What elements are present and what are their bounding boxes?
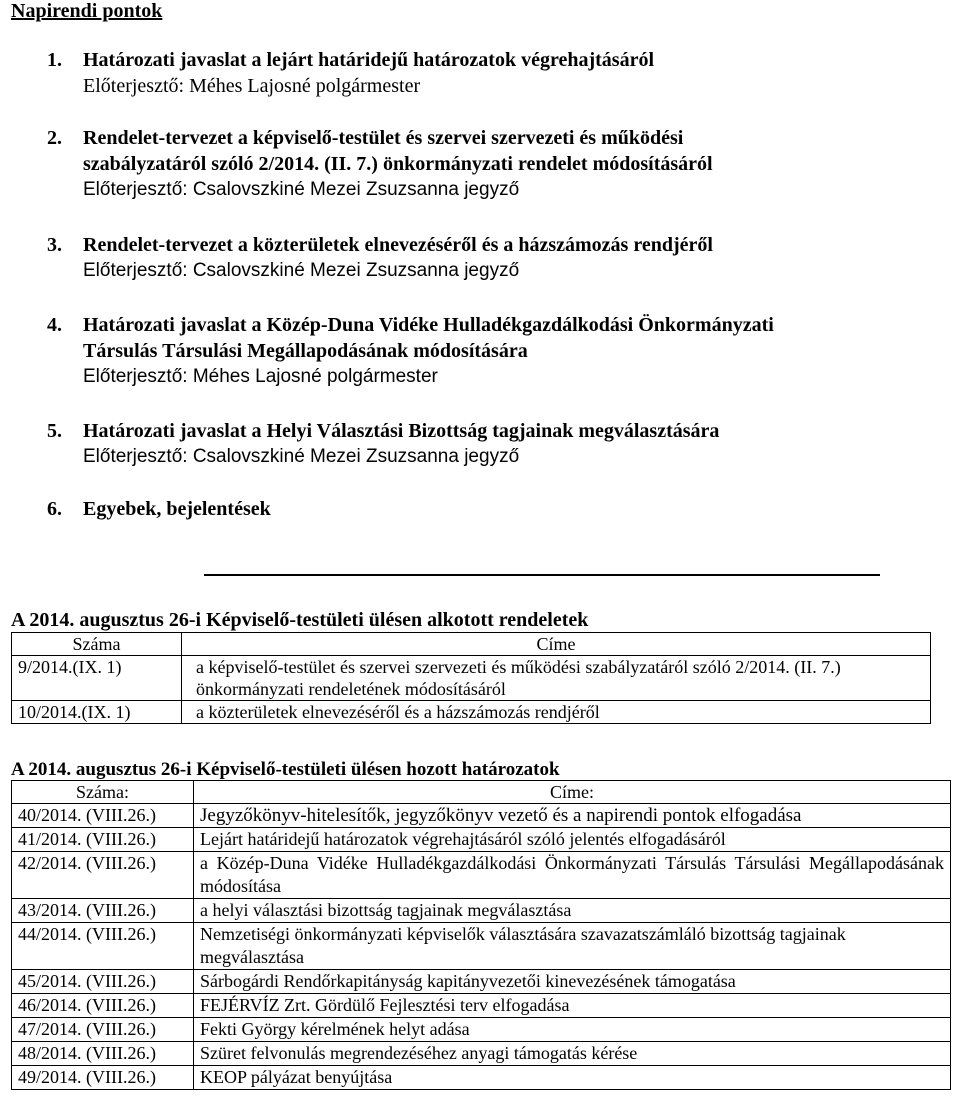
- agenda-item-title: Rendelet-tervezet a képviselő-testület és szervei szervezeti és működési: [83, 127, 684, 149]
- agenda-item-number: 2.: [47, 127, 62, 149]
- table-row: [12, 1066, 951, 1090]
- resolution-number: 42/2014. (VIII.26.): [12, 852, 194, 899]
- table-row: [12, 1018, 951, 1042]
- agenda-item-presenter: Előterjesztő: Csalovszkiné Mezei Zsuzsanna jegyző: [83, 179, 520, 200]
- agenda-item-number: 4.: [47, 314, 62, 336]
- table-row: [12, 701, 931, 724]
- decree-title: a képviselő-testület és szervei szervezeti és működési szabályzatáról szóló 2/2014. (II. 7.) önkormányzati rendeletének módosításáról: [182, 656, 931, 701]
- resolution-number: 47/2014. (VIII.26.): [12, 1018, 194, 1042]
- agenda-item-presenter: Előterjesztő: Méhes Lajosné polgármester: [83, 75, 421, 97]
- agenda-item-title-cont: szabályzatáról szóló 2/2014. (II. 7.) önkormányzati rendelet módosításáról: [83, 153, 713, 175]
- table-row: [12, 656, 931, 701]
- table-header-row: [12, 633, 931, 656]
- agenda-item-title: Rendelet-tervezet a közterületek elnevezéséről és a házszámozás rendjéről: [83, 234, 713, 256]
- resolution-number: 45/2014. (VIII.26.): [12, 970, 194, 994]
- agenda-item: [47, 496, 947, 522]
- agenda-item: [47, 47, 947, 99]
- agenda-item-presenter: Előterjesztő: Csalovszkiné Mezei Zsuzsanna jegyző: [83, 446, 520, 467]
- agenda-item-title-cont: Társulás Társulási Megállapodásának módosítására: [83, 340, 528, 362]
- table-header-row: [12, 781, 951, 804]
- decree-title: a közterületek elnevezéséről és a házszámozás rendjéről: [182, 701, 931, 724]
- page-heading: Napirendi pontok: [11, 0, 163, 22]
- decree-number: 10/2014.(IX. 1): [12, 701, 182, 724]
- resolution-title: a Közép-Duna Vidéke Hulladékgazdálkodási Önkormányzati Társulás Társulási Megállapodásának módosítása: [194, 852, 951, 899]
- agenda-item-number: 3.: [47, 234, 62, 256]
- agenda-item-title: Határozati javaslat a lejárt határidejű határozatok végrehajtásáról: [83, 49, 655, 71]
- table-row: [12, 1042, 951, 1066]
- resolution-title: Nemzetiségi önkormányzati képviselők választására szavazatszámláló bizottság tagjainak megválasztása: [194, 923, 951, 970]
- table-row: [12, 804, 951, 828]
- resolution-title: KEOP pályázat benyújtása: [194, 1066, 951, 1090]
- resolution-title: Fekti György kérelmének helyt adása: [194, 1018, 951, 1042]
- resolutions-table: [11, 780, 951, 1090]
- column-header-title: Címe:: [194, 781, 951, 804]
- resolution-number: 40/2014. (VIII.26.): [12, 804, 194, 828]
- table-row: [12, 899, 951, 923]
- table-row: [12, 852, 951, 899]
- agenda-item-number: 1.: [47, 49, 62, 71]
- resolution-number: 41/2014. (VIII.26.): [12, 828, 194, 852]
- agenda-item: [47, 125, 947, 203]
- agenda-item: [47, 418, 947, 470]
- agenda-item-presenter: Előterjesztő: Méhes Lajosné polgármester: [83, 366, 438, 387]
- separator-line: [204, 574, 880, 576]
- agenda-item: [47, 312, 947, 390]
- agenda-item-number: 5.: [47, 420, 62, 442]
- decree-number: 9/2014.(IX. 1): [12, 656, 182, 701]
- resolutions-title: A 2014. augusztus 26-i Képviselő-testületi ülésen hozott határozatok: [11, 759, 560, 780]
- resolution-title: Szüret felvonulás megrendezéséhez anyagi támogatás kérése: [194, 1042, 951, 1066]
- table-row: [12, 970, 951, 994]
- column-header-number: Száma:: [12, 781, 194, 804]
- resolution-number: 49/2014. (VIII.26.): [12, 1066, 194, 1090]
- decrees-table: [11, 632, 931, 724]
- agenda-item-title: Határozati javaslat a Helyi Választási Bizottság tagjainak megválasztására: [83, 420, 720, 442]
- agenda-item-presenter: Előterjesztő: Csalovszkiné Mezei Zsuzsanna jegyző: [83, 260, 520, 281]
- resolution-title: Lejárt határidejű határozatok végrehajtásáról szóló jelentés elfogadásáról: [194, 828, 951, 852]
- resolution-title: Jegyzőkönyv-hitelesítők, jegyzőkönyv vezető és a napirendi pontok elfogadása: [194, 804, 951, 828]
- resolution-number: 43/2014. (VIII.26.): [12, 899, 194, 923]
- agenda-item-title: Határozati javaslat a Közép-Duna Vidéke Hulladékgazdálkodási Önkormányzati: [83, 314, 774, 336]
- table-row: [12, 828, 951, 852]
- table-row: [12, 923, 951, 970]
- resolution-title: FEJÉRVÍZ Zrt. Gördülő Fejlesztési terv elfogadása: [194, 994, 951, 1018]
- agenda-item-title: Egyebek, bejelentések: [83, 498, 271, 520]
- resolution-title: a helyi választási bizottság tagjainak megválasztása: [194, 899, 951, 923]
- resolution-title: Sárbogárdi Rendőrkapitányság kapitányvezetői kinevezésének támogatása: [194, 970, 951, 994]
- resolution-number: 48/2014. (VIII.26.): [12, 1042, 194, 1066]
- decrees-title: A 2014. augusztus 26-i Képviselő-testületi ülésen alkotott rendeletek: [11, 609, 589, 631]
- agenda-item-number: 6.: [47, 498, 62, 520]
- column-header-title: Címe: [182, 633, 931, 656]
- table-row: [12, 994, 951, 1018]
- resolution-number: 44/2014. (VIII.26.): [12, 923, 194, 970]
- agenda-item: [47, 232, 947, 284]
- column-header-number: Száma: [12, 633, 182, 656]
- resolution-number: 46/2014. (VIII.26.): [12, 994, 194, 1018]
